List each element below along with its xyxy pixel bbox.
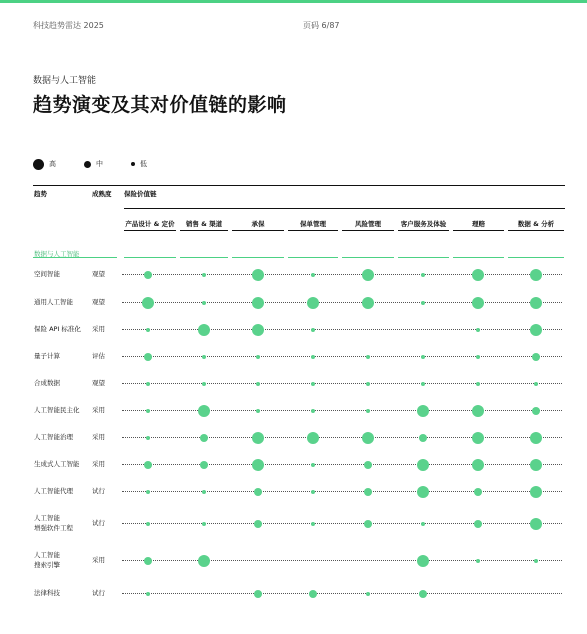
impact-dot-low (202, 301, 206, 305)
column-trend: 趋势 (34, 190, 47, 198)
top-accent-bar (0, 0, 587, 3)
impact-dot-low (311, 328, 315, 332)
impact-dot-high (530, 459, 542, 471)
legend-high-label: 高 (49, 160, 56, 168)
value-chain-rule (124, 208, 565, 209)
legend-mid-label: 中 (96, 160, 103, 168)
trend-maturity: 采用 (92, 433, 105, 441)
impact-dot-high (198, 324, 210, 336)
trend-name (34, 550, 60, 570)
trend-name-line: 增强软件工程 (34, 524, 73, 532)
trend-maturity: 采用 (92, 556, 105, 564)
column-rule-2 (232, 230, 284, 231)
impact-dot-low (476, 328, 480, 332)
impact-dot-mid (474, 520, 482, 528)
column-chain-3: 保单管理 (300, 220, 326, 228)
impact-dot-low (202, 522, 206, 526)
trend-name (34, 513, 73, 533)
page-subtitle: 数据与人工智能 (33, 76, 97, 86)
impact-dot-low (202, 382, 206, 386)
impact-dot-low (311, 522, 315, 526)
impact-dot-low (311, 382, 315, 386)
impact-dot-high (472, 432, 484, 444)
impact-dot-high (252, 459, 264, 471)
impact-dot-low (202, 273, 206, 277)
impact-dot-mid (254, 590, 262, 598)
column-chain-6: 理赔 (472, 220, 485, 228)
row-dotted-line (122, 302, 562, 303)
trend-maturity: 试行 (92, 589, 105, 597)
impact-dot-high (472, 297, 484, 309)
impact-dot-low (311, 490, 315, 494)
impact-dot-mid (364, 461, 372, 469)
impact-dot-low (421, 355, 425, 359)
impact-dot-mid (144, 461, 152, 469)
legend-low-dot (131, 162, 135, 166)
impact-dot-high (530, 269, 542, 281)
impact-dot-mid (364, 520, 372, 528)
column-maturity: 成熟度 (92, 190, 112, 198)
impact-dot-high (362, 432, 374, 444)
group-rule-4 (342, 257, 394, 258)
trend-name-line: 搜索引擎 (34, 561, 60, 569)
row-dotted-line (122, 560, 562, 561)
impact-dot-high (472, 459, 484, 471)
group-rule-5 (398, 257, 449, 258)
impact-dot-high (307, 297, 319, 309)
column-chain-1: 销售 & 渠道 (185, 220, 223, 228)
impact-dot-low (311, 463, 315, 467)
column-rule-1 (180, 230, 228, 231)
column-rule-0 (124, 230, 176, 231)
impact-dot-low (146, 592, 150, 596)
impact-dot-mid (144, 557, 152, 565)
trend-name: 合成数据 (34, 379, 60, 387)
impact-dot-high (198, 555, 210, 567)
impact-dot-high (252, 269, 264, 281)
column-chain-7: 数据 & 分析 (517, 220, 555, 228)
impact-dot-low (366, 382, 370, 386)
column-rule-6 (453, 230, 504, 231)
row-dotted-line (122, 329, 562, 330)
trend-name: 空间智能 (34, 270, 60, 278)
impact-dot-mid (200, 461, 208, 469)
impact-dot-high (362, 269, 374, 281)
row-dotted-line (122, 491, 562, 492)
impact-dot-high (198, 405, 210, 417)
column-rule-4 (342, 230, 394, 231)
impact-dot-mid (144, 271, 152, 279)
impact-dot-low (366, 409, 370, 413)
column-rule-7 (508, 230, 564, 231)
impact-dot-high (530, 432, 542, 444)
impact-dot-low (421, 382, 425, 386)
impact-dot-low (311, 409, 315, 413)
impact-dot-low (202, 355, 206, 359)
trend-maturity: 试行 (92, 487, 105, 495)
column-chain-5: 客户服务及体验 (400, 220, 447, 228)
group-rule-7 (508, 257, 564, 258)
impact-dot-high (252, 324, 264, 336)
impact-dot-low (421, 522, 425, 526)
trend-maturity: 采用 (92, 325, 105, 333)
group-rule-1 (180, 257, 228, 258)
legend-high-dot (33, 159, 44, 170)
group-rule-2 (232, 257, 284, 258)
impact-dot-low (146, 382, 150, 386)
page-title: 趋势演变及其对价值链的影响 (33, 94, 287, 116)
column-chain-0: 产品设计 & 定价 (125, 220, 175, 228)
impact-dot-low (256, 382, 260, 386)
impact-dot-low (146, 490, 150, 494)
row-dotted-line (122, 593, 562, 594)
header-rule (33, 185, 565, 186)
impact-dot-low (366, 592, 370, 596)
trend-maturity: 观望 (92, 379, 105, 387)
column-value-chain: 保险价值链 (124, 190, 157, 198)
group-rule-0 (124, 257, 176, 258)
impact-dot-low (421, 301, 425, 305)
impact-dot-high (252, 297, 264, 309)
impact-dot-low (202, 490, 206, 494)
row-dotted-line (122, 383, 562, 384)
trend-name: 人工智能代理 (34, 487, 73, 495)
column-rule-5 (398, 230, 449, 231)
column-chain-4: 风险管理 (355, 220, 381, 228)
impact-dot-mid (309, 590, 317, 598)
impact-dot-low (476, 355, 480, 359)
legend (33, 157, 147, 171)
trend-name: 人工智能治理 (34, 433, 73, 441)
impact-dot-mid (254, 520, 262, 528)
trend-name: 法律科技 (34, 589, 60, 597)
impact-dot-low (146, 436, 150, 440)
impact-dot-high (417, 405, 429, 417)
impact-dot-high (530, 518, 542, 530)
impact-dot-low (366, 355, 370, 359)
trend-name: 量子计算 (34, 352, 60, 360)
impact-dot-low (476, 559, 480, 563)
row-dotted-line (122, 274, 562, 275)
group-label: 数据与人工智能 (34, 250, 80, 258)
impact-dot-low (476, 382, 480, 386)
column-chain-2: 承保 (251, 220, 265, 228)
impact-dot-low (256, 355, 260, 359)
trend-maturity: 采用 (92, 406, 105, 414)
impact-dot-low (146, 409, 150, 413)
impact-dot-low (311, 355, 315, 359)
trend-maturity: 观望 (92, 270, 105, 278)
impact-dot-high (472, 269, 484, 281)
row-dotted-line (122, 410, 562, 411)
impact-dot-low (146, 522, 150, 526)
row-dotted-line (122, 523, 562, 524)
trend-name-line: 人工智能 (34, 514, 60, 522)
legend-mid-dot (84, 161, 91, 168)
impact-dot-high (530, 324, 542, 336)
report-name: 科技趋势雷达 2025 (33, 21, 104, 30)
trend-name: 保险 API 标准化 (34, 325, 81, 333)
impact-dot-mid (419, 590, 427, 598)
trend-name-line: 人工智能 (34, 551, 60, 559)
impact-dot-mid (419, 434, 427, 442)
impact-dot-low (146, 328, 150, 332)
impact-dot-high (417, 555, 429, 567)
impact-dot-low (256, 409, 260, 413)
impact-dot-high (252, 432, 264, 444)
trend-maturity: 评估 (92, 352, 105, 360)
impact-dot-mid (364, 488, 372, 496)
impact-dot-mid (532, 407, 540, 415)
impact-dot-high (417, 486, 429, 498)
impact-dot-low (534, 382, 538, 386)
column-rule-3 (288, 230, 338, 231)
impact-dot-high (417, 459, 429, 471)
row-dotted-line (122, 464, 562, 465)
page-number: 页码 6/87 (303, 21, 340, 30)
impact-dot-high (530, 486, 542, 498)
legend-low-label: 低 (140, 160, 147, 168)
group-rule-6 (453, 257, 504, 258)
trend-maturity: 采用 (92, 460, 105, 468)
row-dotted-line (122, 356, 562, 357)
impact-dot-mid (144, 353, 152, 361)
impact-dot-mid (200, 434, 208, 442)
impact-dot-high (472, 405, 484, 417)
impact-dot-high (530, 297, 542, 309)
impact-dot-mid (254, 488, 262, 496)
impact-dot-low (421, 273, 425, 277)
impact-dot-low (311, 273, 315, 277)
impact-dot-high (307, 432, 319, 444)
row-dotted-line (122, 437, 562, 438)
impact-dot-low (534, 559, 538, 563)
group-rule-3 (288, 257, 338, 258)
impact-dot-high (142, 297, 154, 309)
trend-name: 生成式人工智能 (34, 460, 80, 468)
impact-dot-mid (532, 353, 540, 361)
trend-name: 人工智能民主化 (34, 406, 80, 414)
impact-dot-mid (474, 488, 482, 496)
trend-maturity: 观望 (92, 298, 105, 306)
impact-dot-high (362, 297, 374, 309)
trend-maturity: 试行 (92, 519, 105, 527)
trend-name: 通用人工智能 (34, 298, 73, 306)
